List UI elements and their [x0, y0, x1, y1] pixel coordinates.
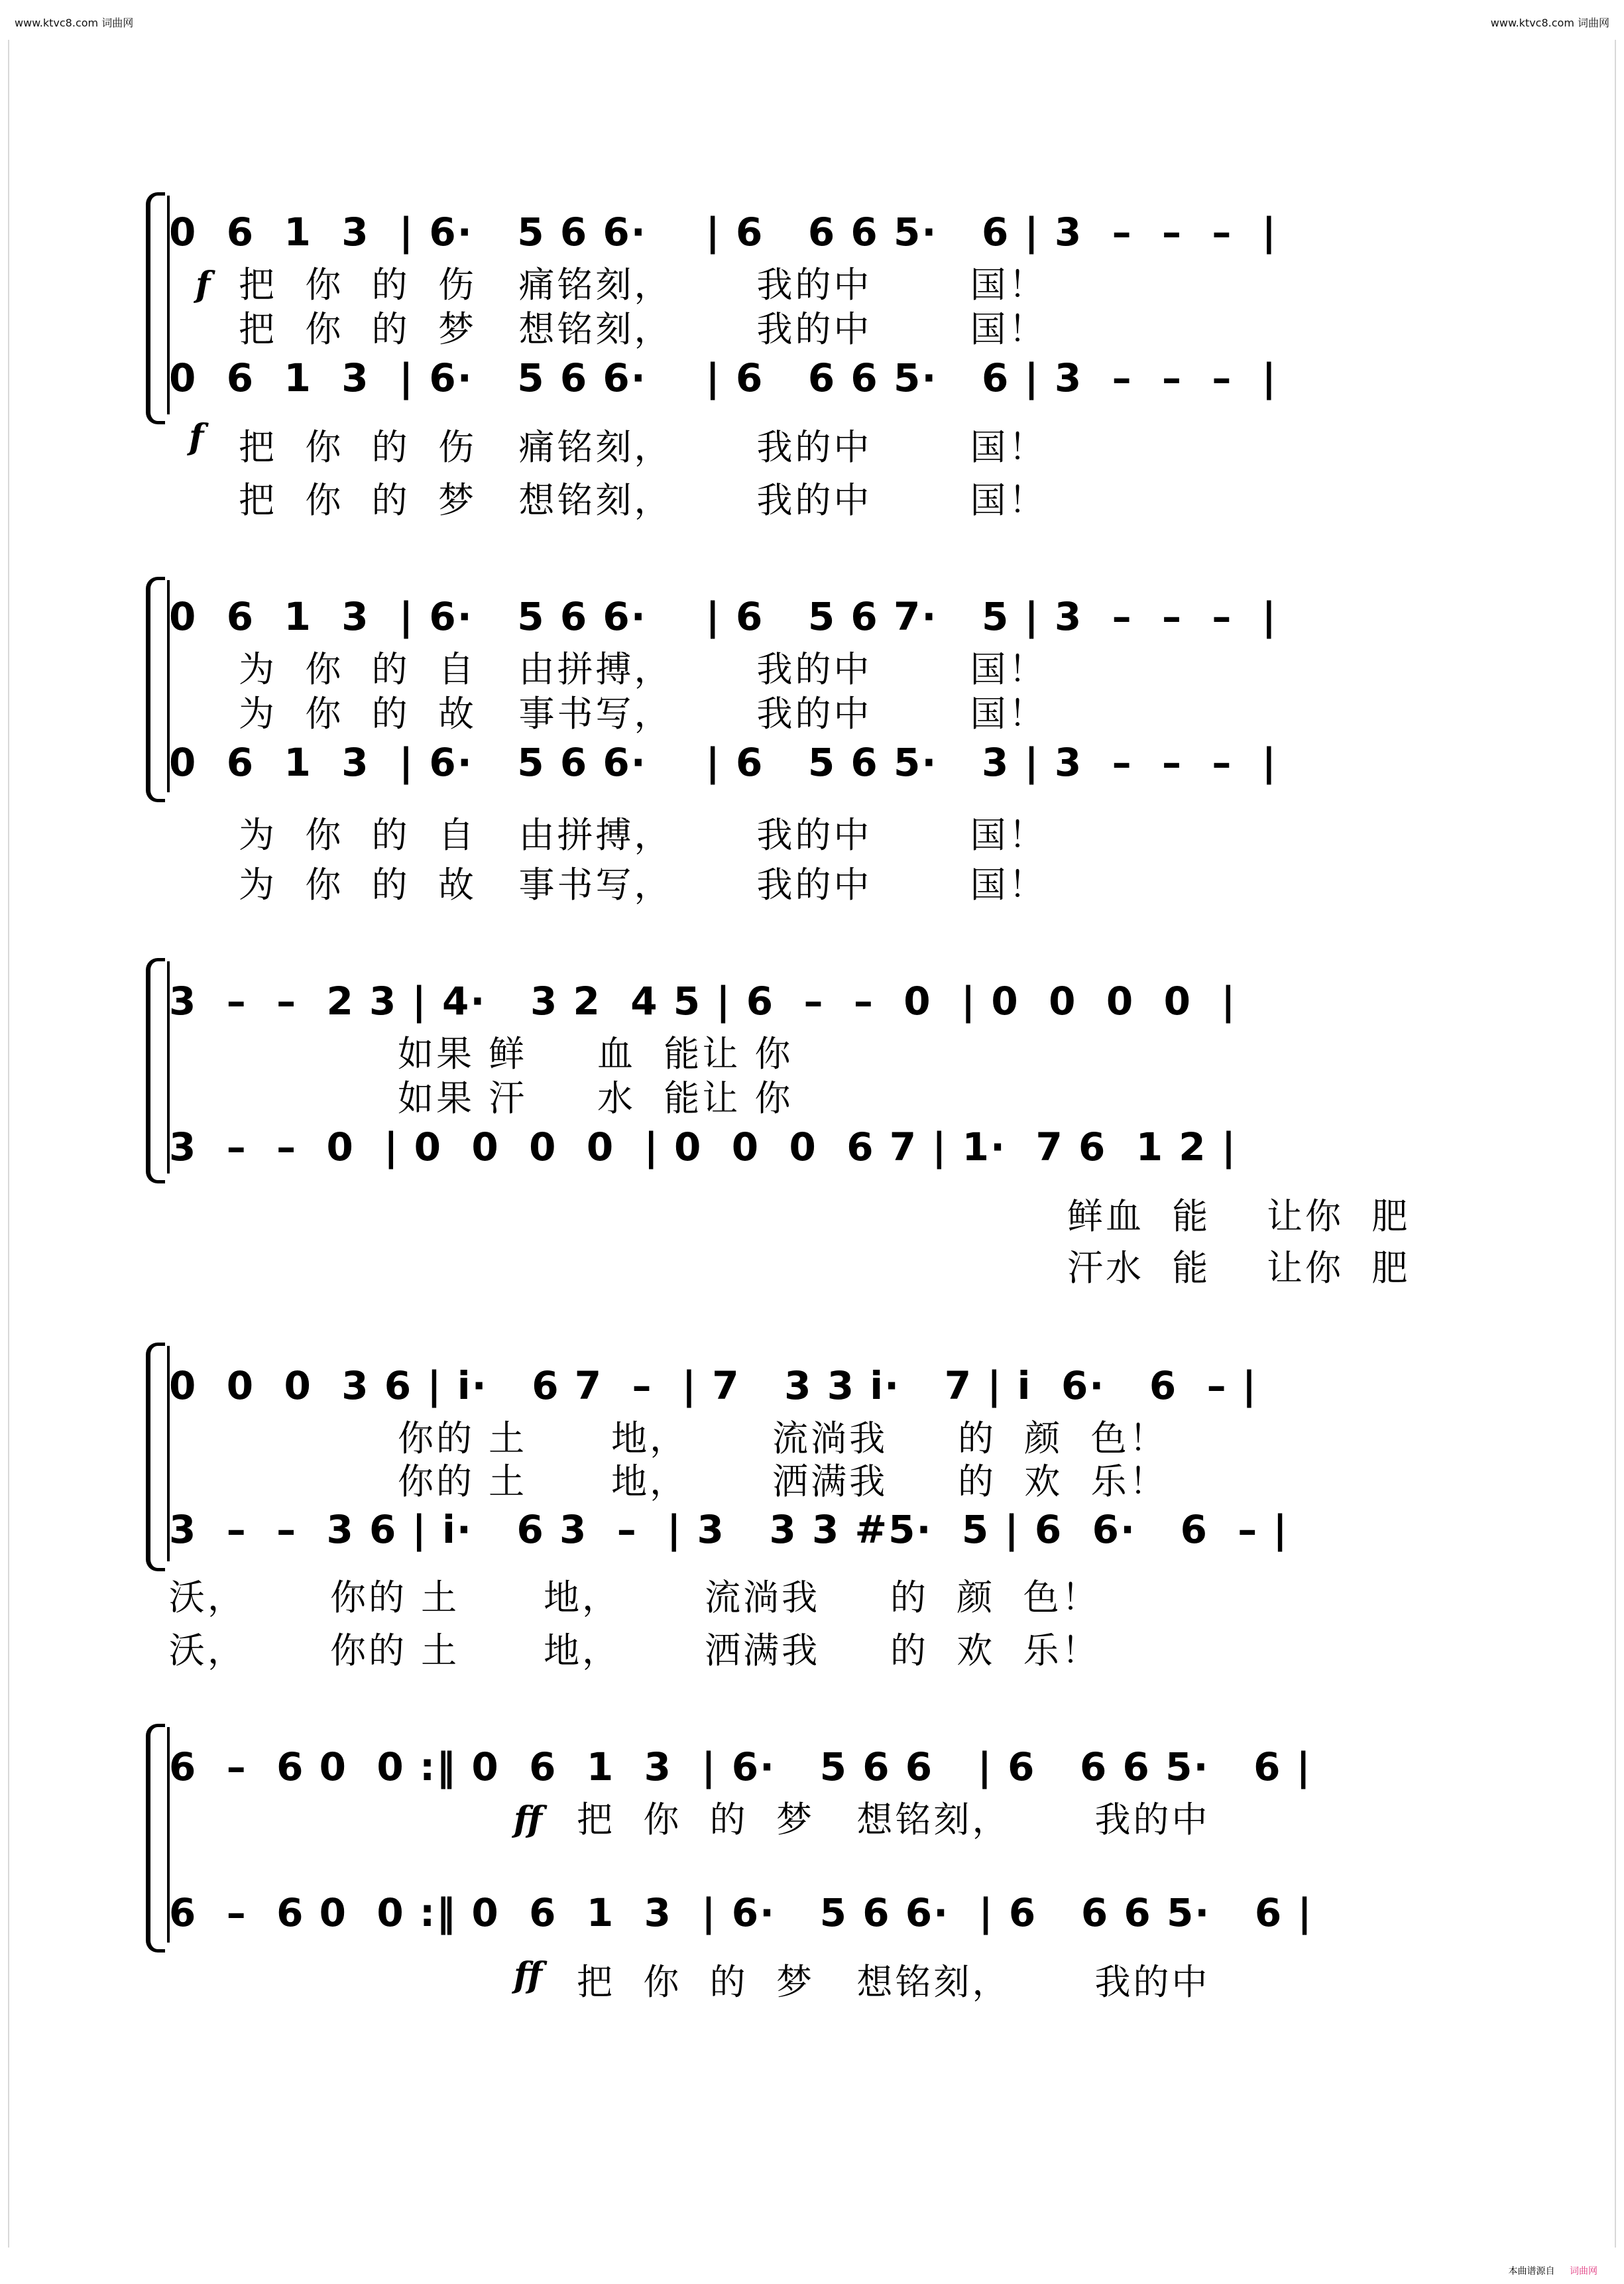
- lower-lyrics-verse-2: 把 你 的 梦 想铭刻， 我的中 国！: [239, 479, 1047, 521]
- dynamic-marking: f: [189, 417, 204, 457]
- page-border-right: [1615, 40, 1616, 2248]
- lower-part-notes: 0 6 1 3 | 6· 5 6 6· | 6 5 6 5· 3 | 3 – – – |: [169, 740, 1277, 785]
- upper-part-notes: 0 0 0 3 6 | i· 6 7 – | 7 3 3 i· 7 | i 6· 6 – |: [169, 1363, 1258, 1408]
- lower-lyrics-verse-1: 鲜血 能 让你 肥: [1067, 1195, 1411, 1237]
- upper-part-notes: 3 – – 2 3 | 4· 3 2 4 5 | 6 – – 0 | 0 0 0 0 |: [169, 979, 1237, 1024]
- system-brace: [146, 577, 165, 802]
- upper-lyrics-verse-2: 你的 土 地， 洒满我 的 欢 乐！: [398, 1461, 1168, 1502]
- dynamic-marking: ff: [514, 1799, 543, 1840]
- lower-lyrics-verse-1: 把 你 的 伤 痛铭刻， 我的中 国！: [239, 426, 1047, 468]
- upper-lyrics-verse-1: 如果 鲜 血 能让 你: [398, 1033, 793, 1075]
- lower-part-notes: 0 6 1 3 | 6· 5 6 6· | 6 6 6 5· 6 | 3 – – – |: [169, 355, 1277, 400]
- upper-part-notes: 0 6 1 3 | 6· 5 6 6· | 6 6 6 5· 6 | 3 – – – |: [169, 210, 1277, 255]
- lower-part-notes: 6 – 6 0 0 :‖ 0 6 1 3 | 6· 5 6 6· | 6 6 6 5· 6 |: [169, 1890, 1313, 1935]
- dynamic-marking: ff: [514, 1955, 543, 1996]
- header-left: www.ktvc8.com 词曲网: [15, 17, 134, 29]
- lower-lyrics-verse-2: 沃， 你的 土 地， 洒满我 的 欢 乐！: [169, 1630, 1100, 1671]
- footer: [1509, 2264, 1597, 2277]
- upper-lyrics-verse-2: 为 你 的 故 事书写， 我的中 国！: [239, 693, 1047, 735]
- lower-part-notes: 3 – – 3 6 | i· 6 3 – | 3 3 3 #5· 5 | 6 6· 6 – |: [169, 1507, 1289, 1552]
- upper-lyrics-verse-2: 把 你 的 梦 想铭刻， 我的中 国！: [239, 308, 1047, 350]
- lower-lyrics-verse-1: 为 你 的 自 由拼搏， 我的中 国！: [239, 814, 1047, 856]
- upper-lyrics-verse-1: 把 你 的 梦 想铭刻， 我的中: [577, 1799, 1210, 1840]
- upper-lyrics-verse-1: 为 你 的 自 由拼搏， 我的中 国！: [239, 648, 1047, 690]
- lower-lyrics-verse-1: 沃， 你的 土 地， 流淌我 的 颜 色！: [169, 1577, 1100, 1618]
- header-right: www.ktvc8.com 词曲网: [1490, 17, 1609, 29]
- system-brace: [146, 1724, 165, 1953]
- upper-lyrics-verse-1: 你的 土 地， 流淌我 的 颜 色！: [398, 1417, 1168, 1459]
- dynamic-marking: f: [196, 265, 211, 305]
- footer-site: 词曲网: [1570, 2266, 1597, 2277]
- lower-lyrics-verse-1: 把 你 的 梦 想铭刻， 我的中: [577, 1961, 1210, 2003]
- upper-lyrics-verse-1: 把 你 的 伤 痛铭刻， 我的中 国！: [239, 264, 1047, 306]
- upper-part-notes: 0 6 1 3 | 6· 5 6 6· | 6 5 6 7· 5 | 3 – – – |: [169, 594, 1277, 639]
- footer-note: 本曲谱源自: [1508, 2266, 1555, 2277]
- lower-lyrics-verse-2: 为 你 的 故 事书写， 我的中 国！: [239, 864, 1047, 906]
- lower-lyrics-verse-2: 汗水 能 让你 肥: [1067, 1247, 1411, 1289]
- upper-lyrics-verse-2: 如果 汗 水 能让 你: [398, 1077, 793, 1119]
- system-brace: [146, 958, 165, 1183]
- system-brace: [146, 192, 165, 424]
- system-brace: [146, 1343, 165, 1571]
- upper-part-notes: 6 – 6 0 0 :‖ 0 6 1 3 | 6· 5 6 6 | 6 6 6 5· 6 |: [169, 1744, 1312, 1789]
- page-border-left: [8, 40, 9, 2248]
- lower-part-notes: 3 – – 0 | 0 0 0 0 | 0 0 0 6 7 | 1· 7 6 1 2 |: [169, 1124, 1238, 1170]
